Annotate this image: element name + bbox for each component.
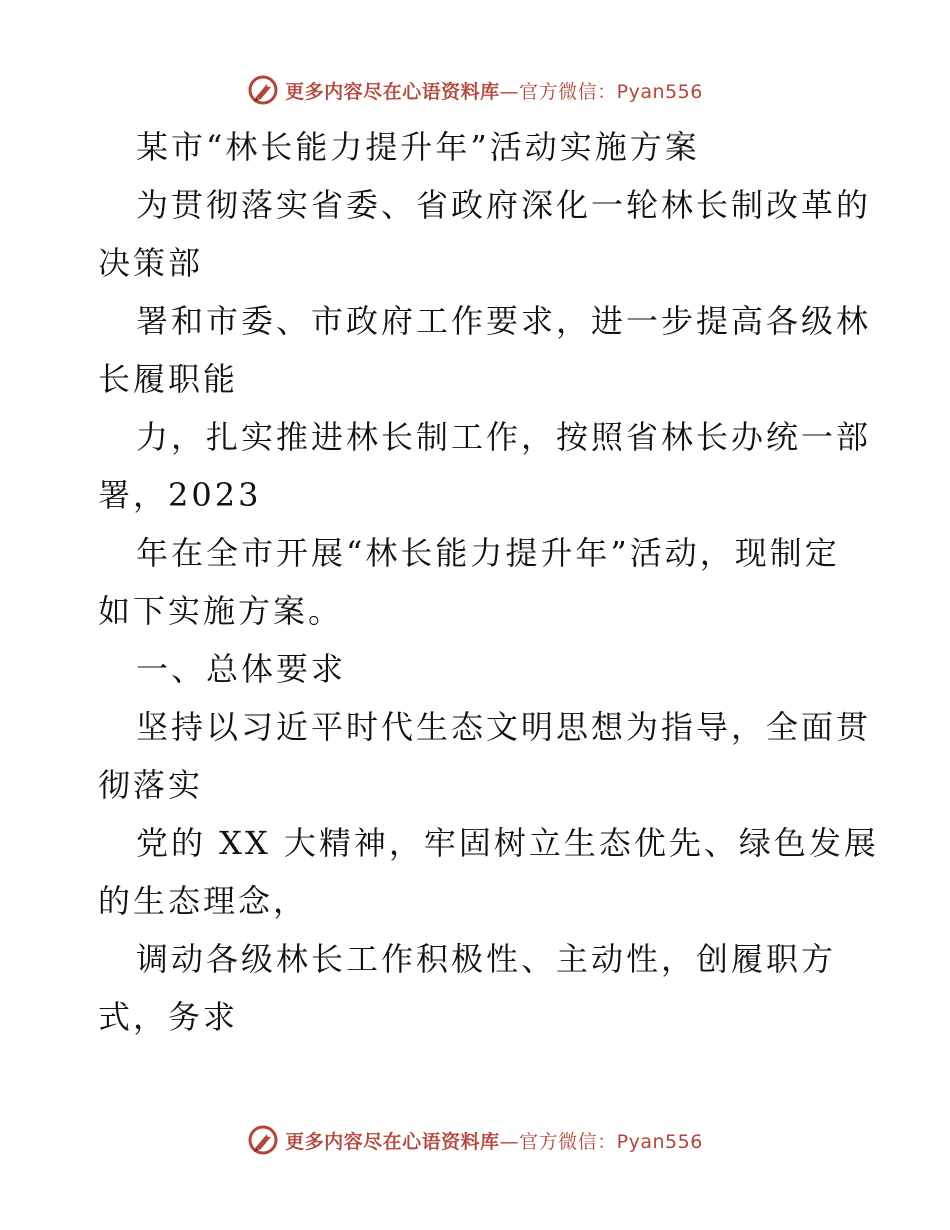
document-body [98,118,879,1046]
banner-main-text: 更多内容尽在心语资料库 [285,1130,500,1153]
paragraph-line: 长履职能 [98,360,239,398]
pen-logo-icon [247,74,279,106]
paragraph-line: 党的 XX 大精神，牢固树立生态优先、绿色发展 [136,824,879,862]
banner-text [285,1127,703,1154]
paragraph-line: 决策部 [98,244,204,282]
paragraph-line: 坚持以习近平时代生态文明思想为指导，全面贯 [136,708,872,746]
footer-banner [0,1120,950,1160]
pen-logo-icon [247,1124,279,1156]
banner-wechat-text: 官方微信：Pyan556 [519,1130,703,1153]
banner-wechat-text: 官方微信：Pyan556 [519,80,703,103]
section-heading: 一、总体要求 [136,650,347,688]
banner-dash: — [499,80,520,103]
banner-dash: — [499,1130,520,1153]
header-banner [0,70,950,110]
paragraph-line: 为贯彻落实省委、省政府深化一轮林长制改革的 [136,186,872,224]
paragraph-line: 如下实施方案。 [98,592,344,630]
paragraph-line: 调动各级林长工作积极性、主动性，创履职方 [136,940,837,978]
paragraph-line: 式，务求 [98,998,239,1036]
paragraph-line: 署和市委、市政府工作要求，进一步提高各级林 [136,302,872,340]
paragraph-line: 署，2023 [98,476,262,514]
banner-text [285,77,703,104]
banner-main-text: 更多内容尽在心语资料库 [285,80,500,103]
paragraph-line: 的生态理念， [98,882,309,920]
paragraph-line: 年在全市开展“林长能力提升年”活动，现制定 [136,534,840,572]
document-title: 某市“林长能力提升年”活动实施方案 [136,128,700,166]
paragraph-line: 彻落实 [98,766,204,804]
paragraph-line: 力，扎实推进林长制工作，按照省林长办统一部 [136,418,872,456]
